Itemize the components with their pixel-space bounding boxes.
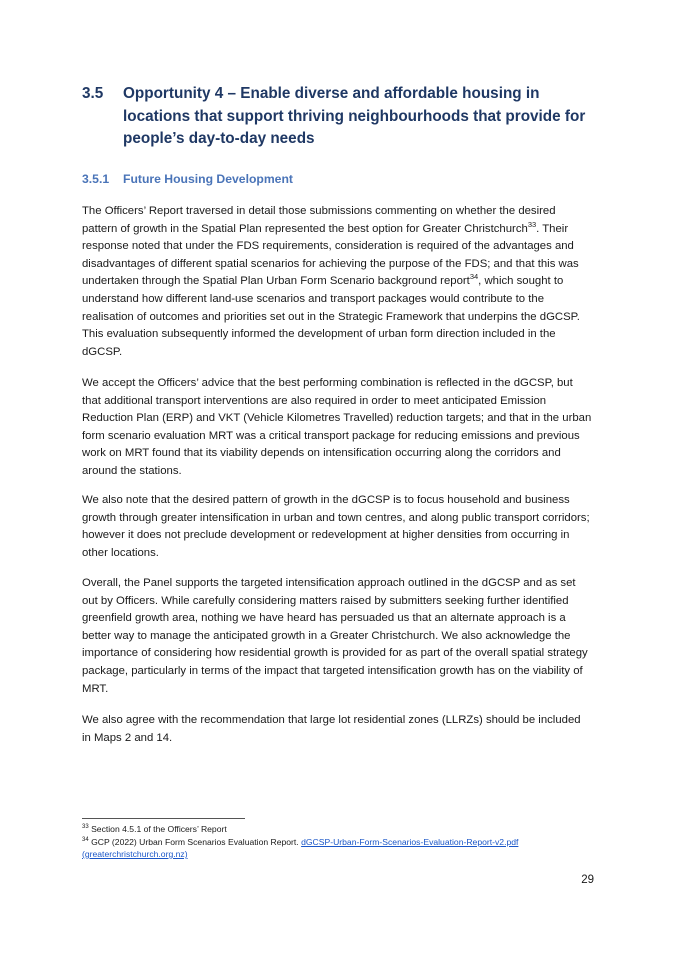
section-number: 3.5 [82, 85, 104, 102]
section-title: Opportunity 4 – Enable diverse and affordable housing in locations that support thriving neighbourhoods that provide for people’s day-to-day needs [123, 85, 586, 147]
paragraph-4-text: Overall, the Panel supports the targeted intensification approach outlined in the dGCSP and as set out by Officers. While carefully considering matters raised by submitters seeking further identified greenfield growth area, nothing we have heard has persuaded us that an alternate approach is a better way to manage the anticipated growth in a Greater Christchurch. We also acknowledge the importance of considering how residential growth is provided for as part of the overall spatial strategy package, particularly in terms of the impact that targeted intensification growth has on the viability of MRT. [82, 577, 588, 695]
footnote-34-number: 34 [82, 836, 89, 843]
footnote-33 [82, 823, 582, 836]
paragraph-1-text-a: The Officers’ Report traversed in detail those submissions commenting on whether the desired pattern of growth in the Spatial Plan represented the best option for Greater Christchurch [82, 205, 556, 235]
paragraph-4 [82, 575, 592, 698]
footnote-34 [82, 836, 582, 861]
footnote-divider [82, 818, 245, 819]
paragraph-3 [82, 492, 592, 562]
paragraph-1-text-c: , which sought to understand how different land-use scenarios and transport packages would contribute to the realisation of outcomes and priorities set out in the Strategic Framework that underpins the dGCSP. This evaluation subsequently informed the development of urban form direction included in the dGCSP. [82, 275, 580, 358]
footnote-34-link[interactable]: dGCSP-Urban-Form-Scenarios-Evaluation-Report-v2.pdf (greaterchristchurch.org.nz) [82, 836, 519, 859]
subsection-number: 3.5.1 [82, 172, 110, 186]
subsection-title: Future Housing Development [123, 172, 293, 186]
paragraph-1-text-b: . Their response noted that under the FDS requirements, consideration is required of the advantages and disadvantages of different spatial scenarios for achieving the purpose of the FDS; and that this was undertaken through the Spatial Plan Urban Form Scenario background report [82, 222, 579, 288]
footnote-ref-33[interactable]: 33 [527, 219, 537, 229]
footnote-33-text: Section 4.5.1 of the Officers’ Report [88, 824, 227, 834]
footnotes [82, 823, 582, 861]
paragraph-5 [82, 712, 592, 747]
footnote-34-text: GCP (2022) Urban Form Scenarios Evaluation Report. [88, 836, 302, 847]
paragraph-1 [82, 203, 592, 361]
paragraph-2-text: We accept the Officers’ advice that the best performing combination is reflected in the dGCSP, but that additional transport interventions are also required in order to meet anticipated Emission Reduction Plan (ERP) and VKT (Vehicle Kilometres Travelled) reduction targets; and that in the urban form scenario evaluation MRT was a critical transport package for reducing emissions and previous work on MRT found that its viability depends on intensification occurring along the corridors and around the stations. [82, 377, 592, 477]
paragraph-2 [82, 375, 592, 481]
footnote-ref-34[interactable]: 34 [469, 272, 479, 282]
paragraph-5-text: We also agree with the recommendation that large lot residential zones (LLRZs) should be included in Maps 2 and 14. [82, 714, 581, 744]
page-number: 29 [581, 874, 594, 886]
paragraph-3-text: We also note that the desired pattern of growth in the dGCSP is to focus household and business growth through greater intensification in urban and town centres, and along public transport corridors; however it does not preclude development or redevelopment at higher densities from occurring in other locations. [82, 494, 590, 559]
footnote-33-number: 33 [82, 824, 89, 831]
